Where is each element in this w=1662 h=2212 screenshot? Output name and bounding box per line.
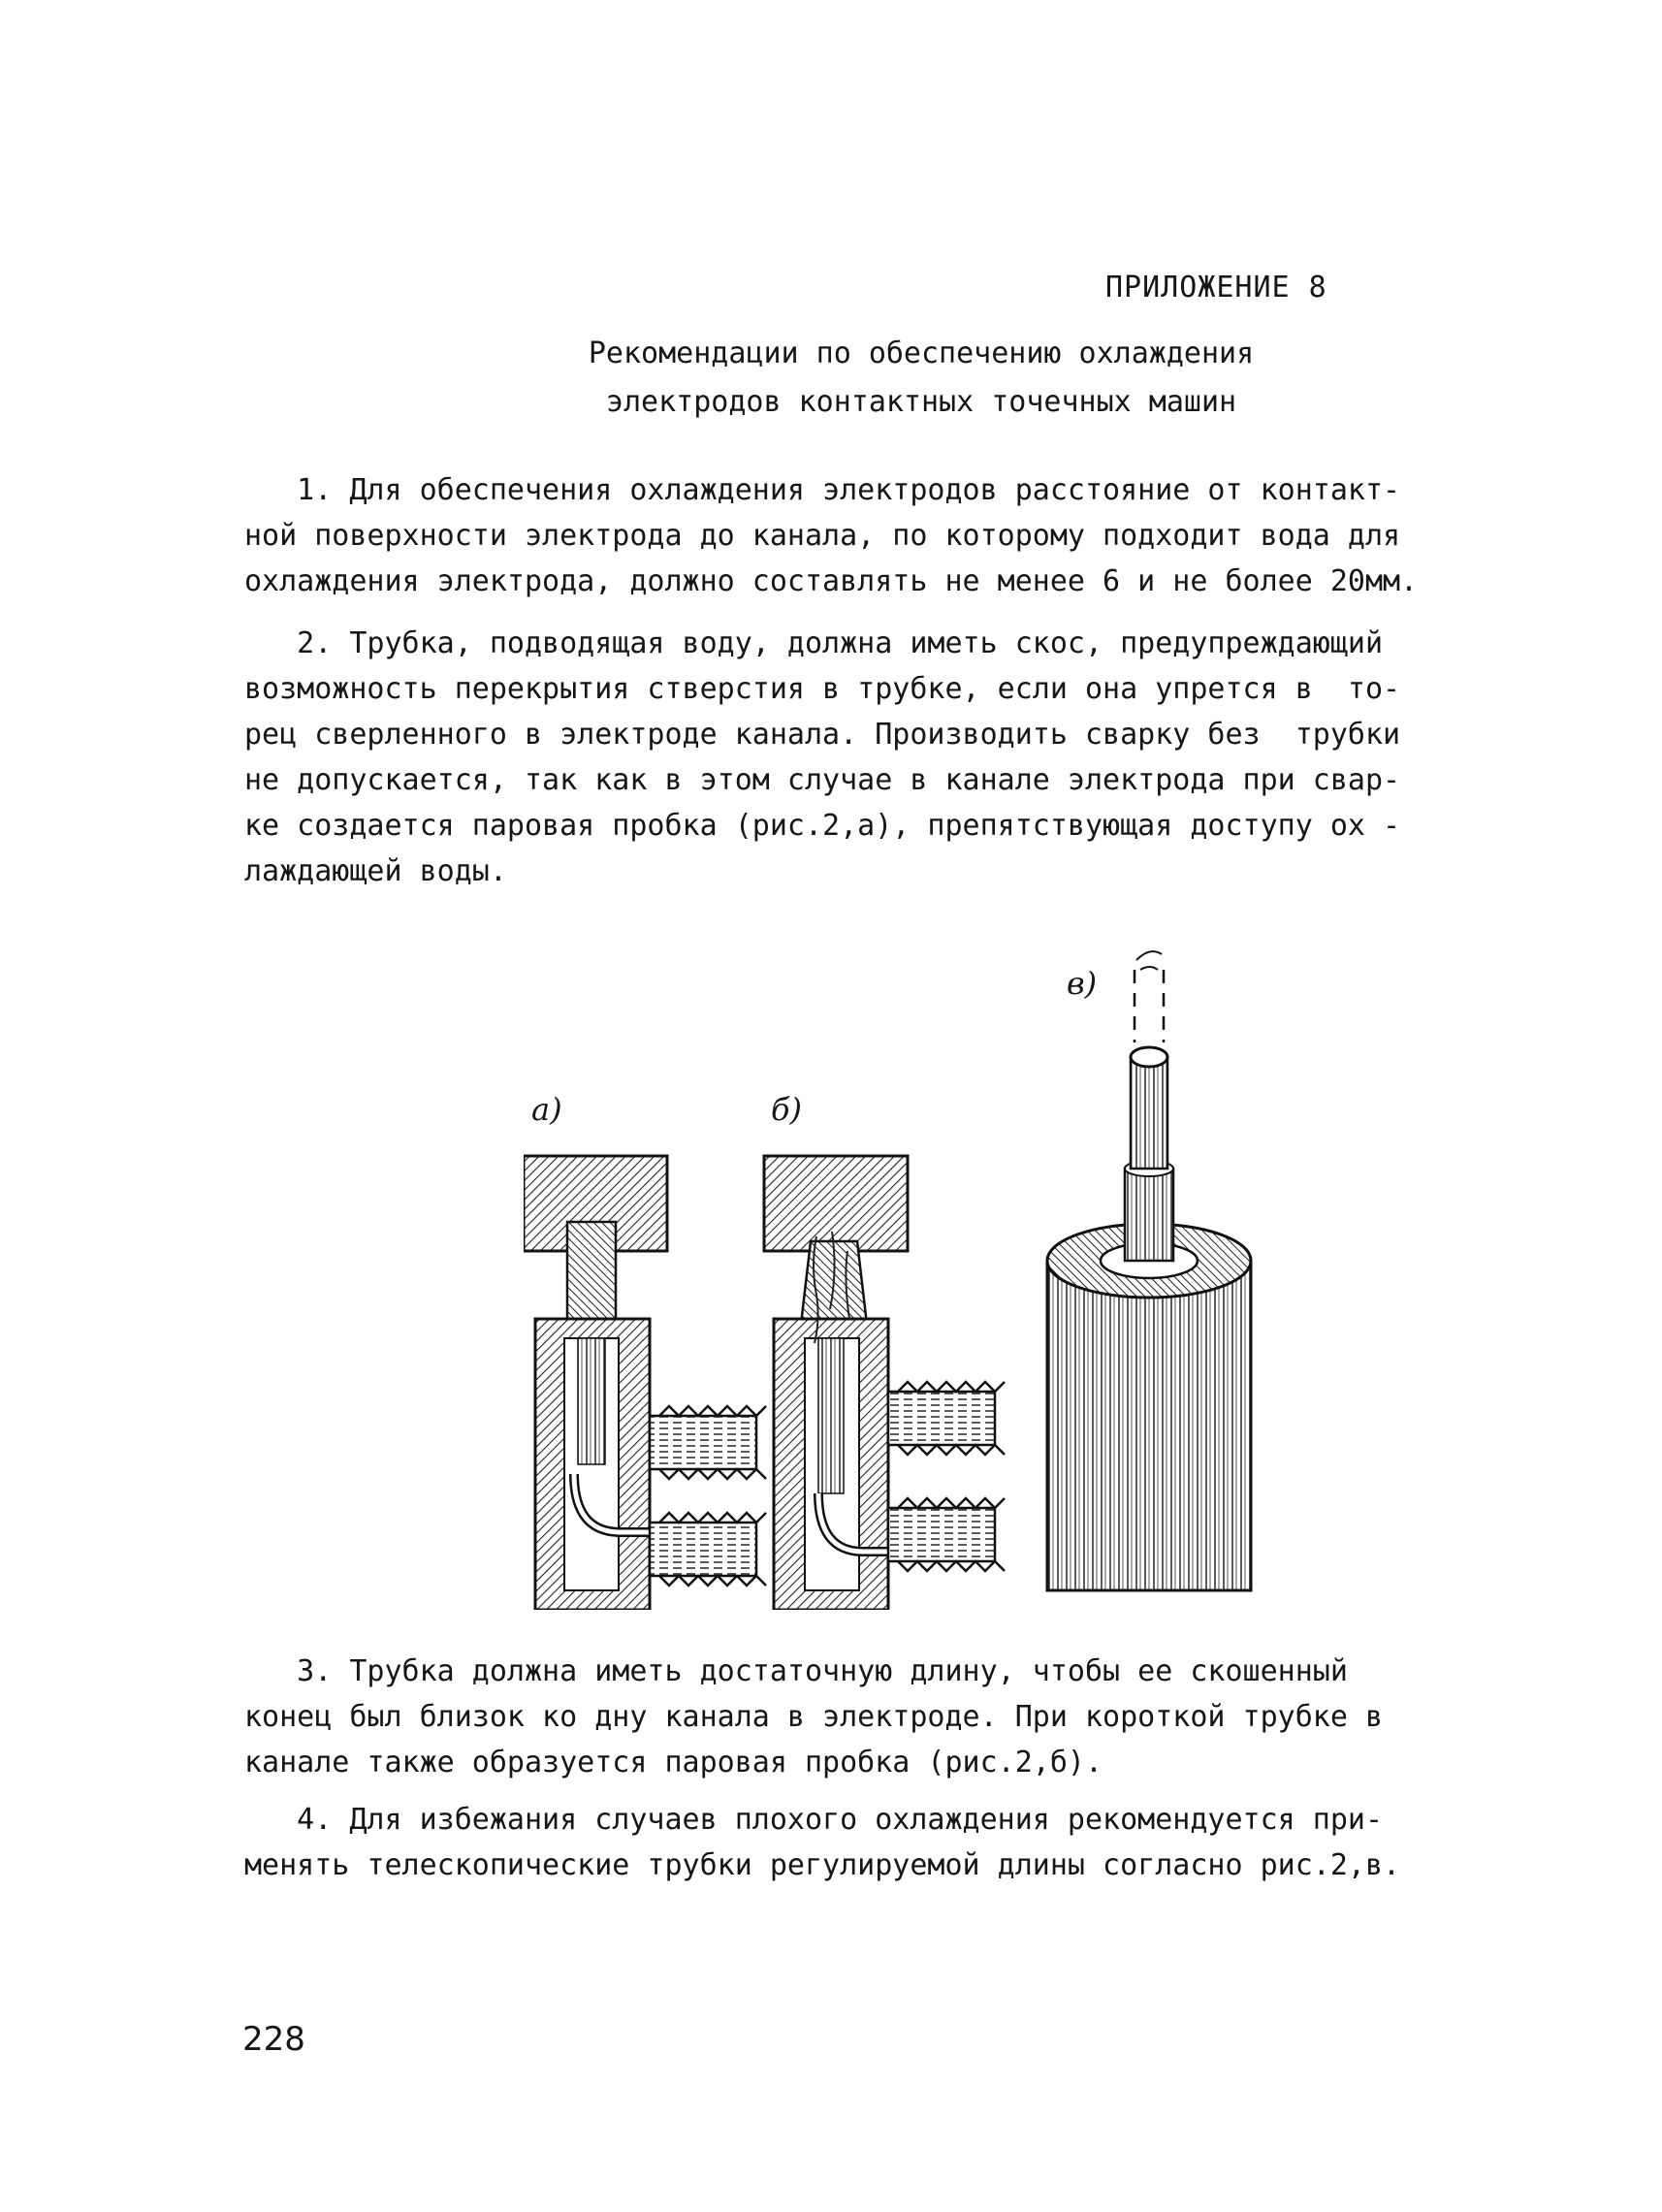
- paragraph-line: канале также образуется паровая пробка (рис.2,б).: [244, 1746, 1103, 1779]
- paragraph-line: 2. Трубка, подводящая воду, должна иметь скос, предупреждающий: [244, 626, 1383, 660]
- figure-label-b: б): [771, 1091, 803, 1128]
- paragraph-line: 4. Для избежания случаев плохого охлаждения рекомендуется при-: [244, 1803, 1383, 1837]
- title-line-1: Рекомендации по обеспечению охлаждения: [588, 337, 1255, 370]
- paragraph-line: конец был близок ко дну канала в электроде. При короткой трубке в: [244, 1700, 1383, 1734]
- paragraph-line: 3. Трубка должна иметь достаточную длину, чтобы ее скошенный: [244, 1654, 1348, 1688]
- paragraph-1: [244, 467, 1505, 604]
- document-title: [456, 330, 1387, 427]
- title-line-2: электродов контактных точечных машин: [605, 385, 1237, 419]
- electrode-cooling-figure: [524, 931, 1299, 1610]
- paragraph-line: охлаждения электрода, должно составлять не менее 6 и не более 20мм.: [244, 564, 1419, 598]
- paragraph-line: возможность перекрытия стверстия в трубке, если она упрется в то-: [244, 672, 1401, 706]
- paragraph-line: лаждающей воды.: [244, 854, 507, 888]
- page-number: 228: [242, 2020, 305, 2059]
- paragraph-2: [244, 621, 1505, 894]
- figure-b-electrode: [764, 1156, 1005, 1610]
- paragraph-line: 1. Для обеспечения охлаждения электродов расстояние от контакт-: [244, 473, 1401, 507]
- paragraph-line: рец сверленного в электроде канала. Производить сварку без трубки: [244, 718, 1401, 752]
- paragraph-line: ной поверхности электрода до канала, по которому подходит вода для: [244, 519, 1401, 553]
- figure-label-v: в): [1067, 965, 1098, 1002]
- paragraph-3: [244, 1649, 1505, 1785]
- paragraph-4: [244, 1797, 1505, 1888]
- paragraph-line: ке создается паровая пробка (рис.2,а), препятствующая доступу ох -: [244, 809, 1401, 843]
- figure-v-telescopic-tube: [1047, 951, 1251, 1590]
- figure-label-a: а): [531, 1091, 562, 1128]
- appendix-heading: ПРИЛОЖЕНИЕ 8: [1105, 271, 1327, 305]
- paragraph-line: не допускается, так как в этом случае в канале электрода при свар-: [244, 763, 1401, 797]
- figure-a-electrode: [524, 1156, 766, 1610]
- paragraph-line: менять телескопические трубки регулируемой длины согласно рис.2,в.: [244, 1848, 1401, 1882]
